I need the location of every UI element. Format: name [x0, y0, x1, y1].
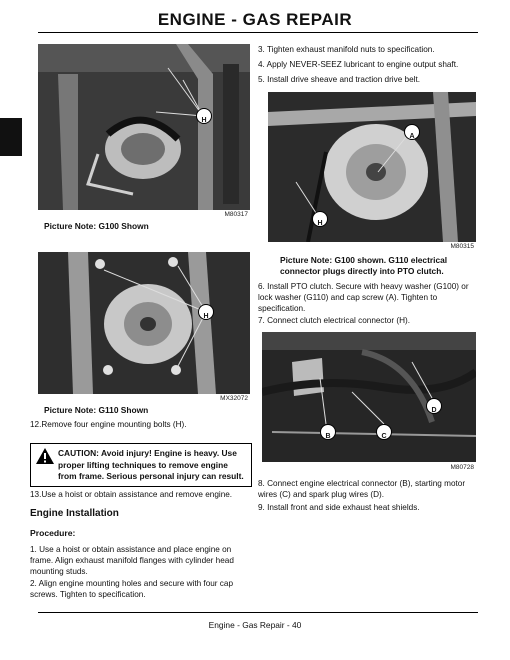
step-4: 4. Apply NEVER-SEEZ lubricant to engine output shaft. — [258, 60, 459, 69]
procedure-step-2: 2. Align engine mounting holes and secure with four cap — [30, 579, 233, 588]
picture-note: Picture Note: G100 Shown — [44, 221, 149, 231]
step-5: 5. Install drive sheave and traction drive belt. — [258, 75, 421, 84]
callout-a: A — [404, 124, 420, 140]
step-6: 6. Install PTO clutch. Secure with heavy washer (G100) or — [258, 282, 469, 291]
step-8: wires (C) and spark plug wires (D). — [258, 490, 385, 499]
callout-b: B — [320, 424, 336, 440]
picture-note: Picture Note: G110 Shown — [44, 405, 149, 415]
warning-icon — [35, 447, 55, 465]
caution-text-line: proper lifting techniques to remove engine — [58, 459, 228, 470]
caution-box — [30, 443, 252, 487]
step-6: specification. — [258, 304, 306, 313]
picture-note: connector plugs directly into PTO clutch. — [280, 266, 444, 276]
page-title: ENGINE - GAS REPAIR — [157, 10, 353, 29]
callout-h: H — [312, 211, 328, 227]
callout-h: H — [198, 304, 214, 320]
section-tab-marker — [0, 118, 22, 156]
page-footer: Engine - Gas Repair - 40 — [208, 620, 302, 630]
callout-c: C — [376, 424, 392, 440]
procedure-step-1: 1. Use a hoist or obtain assistance and place engine on — [30, 545, 232, 554]
footer-rule — [38, 612, 478, 613]
step-6: lock washer (G110) and cap screw (A). Tighten to — [258, 293, 438, 302]
photo-m80317 — [38, 44, 250, 210]
step-8: 8. Connect engine electrical connector (B), starting motor — [258, 479, 466, 488]
procedure-step-1: frame. Align exhaust manifold flanges with cylinder head — [30, 556, 234, 565]
callout-d: D — [426, 398, 442, 414]
photo-m80315 — [268, 92, 476, 242]
picture-note: Picture Note: G100 shown. G110 electrical — [280, 255, 448, 265]
procedure-label: Procedure: — [30, 528, 76, 538]
caution-text-line: CAUTION: Avoid injury! Engine is heavy. Use — [58, 448, 237, 458]
figure-code: M80728 — [450, 464, 474, 471]
callout-h: H — [196, 108, 212, 124]
header-rule — [38, 32, 478, 33]
figure-code: M80315 — [450, 243, 474, 250]
photo-mx32072 — [38, 252, 250, 394]
photo-m80728 — [262, 332, 476, 462]
step-3: 3. Tighten exhaust manifold nuts to specification. — [258, 45, 435, 54]
section-heading: Engine Installation — [30, 508, 119, 519]
figure-code: M80317 — [224, 211, 248, 218]
step-13: 13.Use a hoist or obtain assistance and remove engine. — [30, 490, 233, 499]
step-12: 12.Remove four engine mounting bolts (H). — [30, 420, 187, 429]
procedure-step-2: screws. Tighten to specification. — [30, 590, 146, 599]
step-9: 9. Install front and side exhaust heat shields. — [258, 503, 420, 512]
figure-code: MX32072 — [220, 395, 248, 402]
procedure-step-1: mounting studs. — [30, 567, 88, 576]
step-7: 7. Connect clutch electrical connector (H). — [258, 316, 410, 325]
caution-text-line: from frame. Serious personal injury can result. — [58, 471, 244, 481]
